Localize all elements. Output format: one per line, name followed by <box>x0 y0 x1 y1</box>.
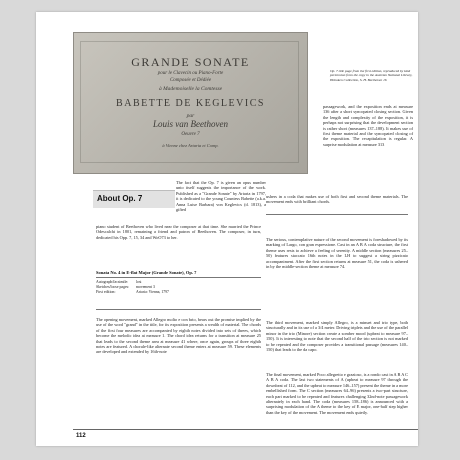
title-page-line: pour le Clavecin ou Piano-Forte <box>157 71 224 76</box>
sonata-title: Sonata No. 4 in E-flat Major (Grande Sonate), Op. 7 <box>96 270 197 275</box>
info-row <box>96 290 261 295</box>
info-label: First edition: <box>96 290 116 294</box>
info-value: Artaria: Vienna, 1797 <box>136 290 169 294</box>
divider <box>266 214 408 215</box>
sonata-info-table <box>96 280 261 295</box>
third-movement-paragraph: The third movement, marked simply Allegro, is a minuet and trio type, both structurally and in its use of a 3/4 meter. Driving triplets and the use of the parallel minor in the trio (Minore) section create a somber mood (upbeat to measure 97–150). It is interesting to note that the second half of the trio section is not marked to be repeated and the composer provides a transitional passage (measures 140–150) that leads to the da capo. <box>266 320 408 353</box>
book-page <box>36 12 418 446</box>
footer-rule <box>73 429 418 430</box>
info-label: Autograph/facsimile: <box>96 280 129 284</box>
section-heading-text: About Op. 7 <box>97 194 143 203</box>
final-movement-paragraph: The final movement, marked Poco allegretto e grazioso, is a rondo cast in A B A C A B A coda. The last two statements of A (upbeat to measure 97 through the downbeat of 112, and the upbeat to measure 146–157) present the theme in a more embellished form. The C section (measures 64–96) presents a two-part structure, each part marked to be repeated and features challenging 32nd-note passagework alternately in each hand. The coda (measures 158–186) is announced with a surprising modulation of the A theme to the key of E major, one-half step higher than the key of the movement. The movement ends quietly. <box>266 372 409 415</box>
page-number: 112 <box>76 433 86 439</box>
second-movement-paragraph: The serious, contemplative nature of the second movement is foreshadowed by its marking of Largo, con gran espressione. Cast in an A B A coda structure, the first theme uses rests to achieve a feeling of serenity. A middle section (measures 25–50) features staccato 16th notes in the LH to suggest a string pizzicato accompaniment. After the first section returns at measure 51, the coda is ushered in by the middle-section theme at measure 74. <box>266 237 408 270</box>
divider <box>96 277 261 278</box>
title-page-line: GRANDE SONATE <box>131 55 250 69</box>
title-page-line: BABETTE DE KEGLEVICS <box>116 98 265 109</box>
title-page-photo <box>73 32 308 174</box>
title-page-line: Oeuvre 7 <box>181 132 200 137</box>
divider <box>96 309 261 310</box>
info-value: lost <box>136 280 142 284</box>
title-page-line: par <box>186 113 195 119</box>
intro-paragraph-continued: piano student of Beethoven who lived near the composer at that time. She married the Prince Odescalchi in 1801, remaining a friend and patron of Beethoven. The composer, in turn, dedicated his Opp. 7, 15, 34 and WoO73 to her. <box>96 224 261 240</box>
section-heading <box>93 190 175 208</box>
title-page-line: Composée et Dédiée <box>169 78 212 83</box>
title-page-line: à Vienne chez Artaria et Comp. <box>162 143 219 148</box>
intro-paragraph: The fact that the Op. 7 is given an opus number unto itself suggests the importance of the work. Published as a "Grande Sonate" by Artaria in 1797, it is dedicated to the young Countess Babette (a.k.a. Anna Luise Barbara) von Keglevics (d. 1813), a gifted <box>176 180 266 213</box>
title-page-line: Louis van Beethoven <box>153 119 228 129</box>
info-value: movement 3 <box>136 285 155 289</box>
photo-caption: Op. 7 title page from the first edition, reproduced by kind permission from the copy in the Austrian National Library, Hoboken Collection, S. H. Beethoven 16 <box>330 69 413 82</box>
title-page-line: à Mademoiselle la Comtesse <box>158 86 223 92</box>
first-movement-paragraph: The opening movement, marked Allegro molto e con brio, bears out the promise implied by the use of the word "grand" in the title, for its exposition presents a wealth of material. The chords of the first four measures are accompanied by eighth notes divided into sets of threes, which become the melodic idea at measure 1. The chord idea returns for a transition at measure 25 that leads to the second theme area at measure 41 where, once again, groups of three eighth notes are featured. A chorale-like alternate second theme enters at measure 59. These elements are developed and extended by 16th-note <box>96 317 261 355</box>
info-label: Sketches/loose pages: <box>96 285 130 289</box>
coda-paragraph: ushers in a coda that makes use of both first and second theme materials. The movement ends with brilliant chords. <box>266 194 408 205</box>
right-column-text: passagework, and the exposition ends at measure 136 after a short syncopated closing section. Given the length and complexity of the exposition, it is perhaps not surprising that the development section is rather short (measures 137–188). It makes use of first theme material and the syncopated closing of the exposition. The recapitulation is regular. A surprise modulation at measure 313 <box>323 104 413 147</box>
